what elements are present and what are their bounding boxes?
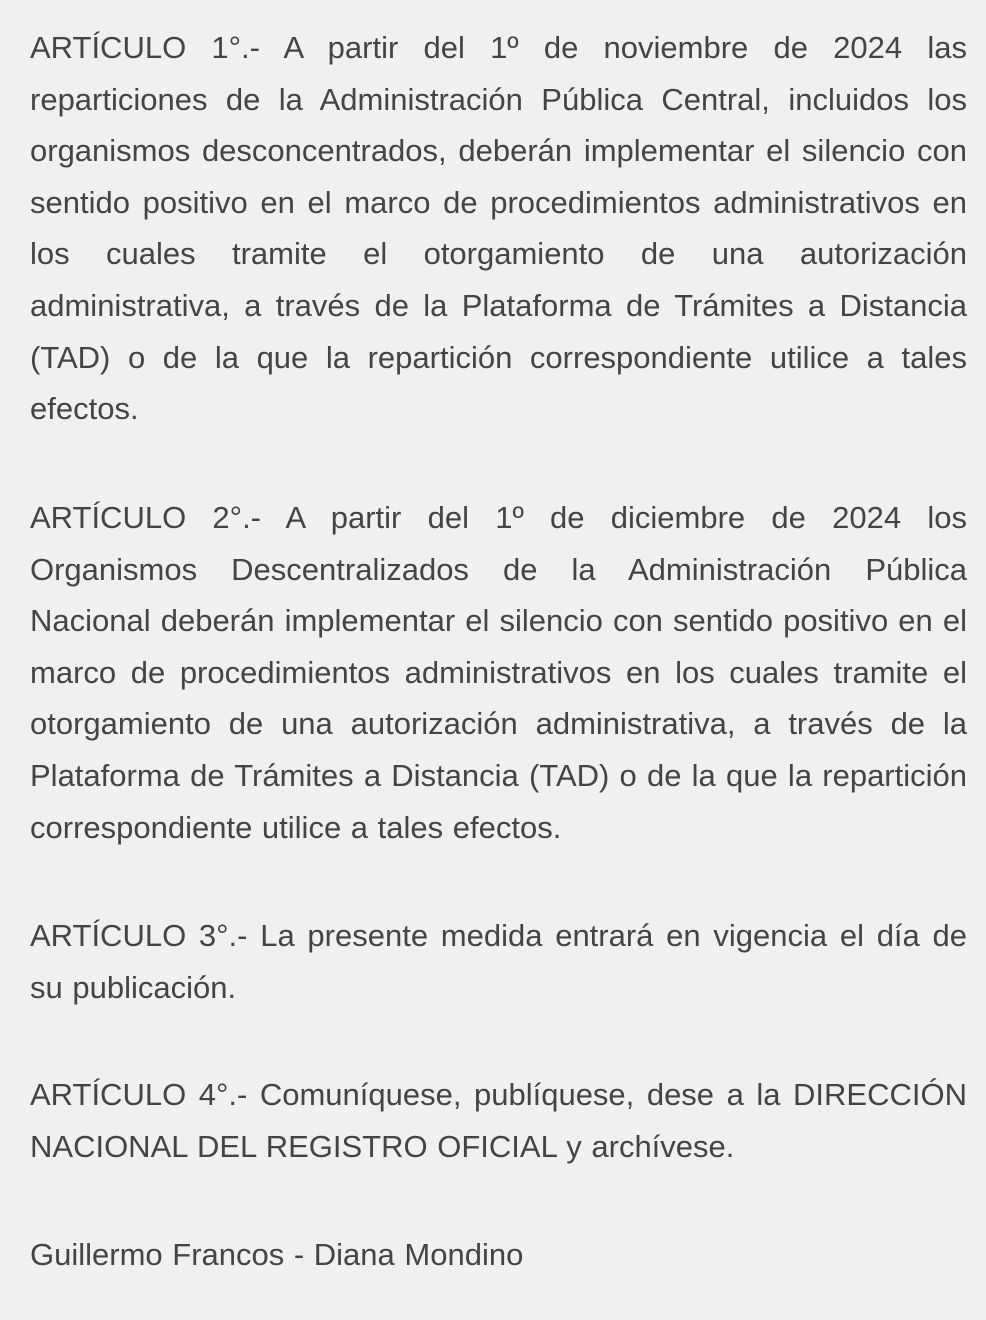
article-3: ARTÍCULO 3°.- La presente medida entrará en vigencia el día de su publicación. — [30, 918, 967, 1005]
article-4: ARTÍCULO 4°.- Comuníquese, publíquese, dese a la DIRECCIÓN NACIONAL DEL REGISTRO OFICIAL y archívese. — [30, 1077, 967, 1164]
article-2: ARTÍCULO 2°.- A partir del 1º de diciembre de 2024 los Organismos Descentralizados de la Administración Pública Nacional deberán implementar el silencio con sentido positivo en el marco de procedimientos administrativos en los cuales tramite el otorgamiento de una autorización administrativa, a través de la Plataforma de Trámites a Distancia (TAD) o de la que la repartición correspondiente utilice a tales efectos. — [30, 500, 967, 845]
article-1: ARTÍCULO 1°.- A partir del 1º de noviembre de 2024 las reparticiones de la Administración Pública Central, incluidos los organismos desconcentrados, deberán implementar el silencio con sentido positivo en el marco de procedimientos administrativos en los cuales tramite el otorgamiento de una autorización administrativa, a través de la Plataforma de Trámites a Distancia (TAD) o de la que la repartición correspondiente utilice a tales efectos. — [30, 30, 967, 427]
signature: Guillermo Francos - Diana Mondino — [30, 1237, 524, 1272]
